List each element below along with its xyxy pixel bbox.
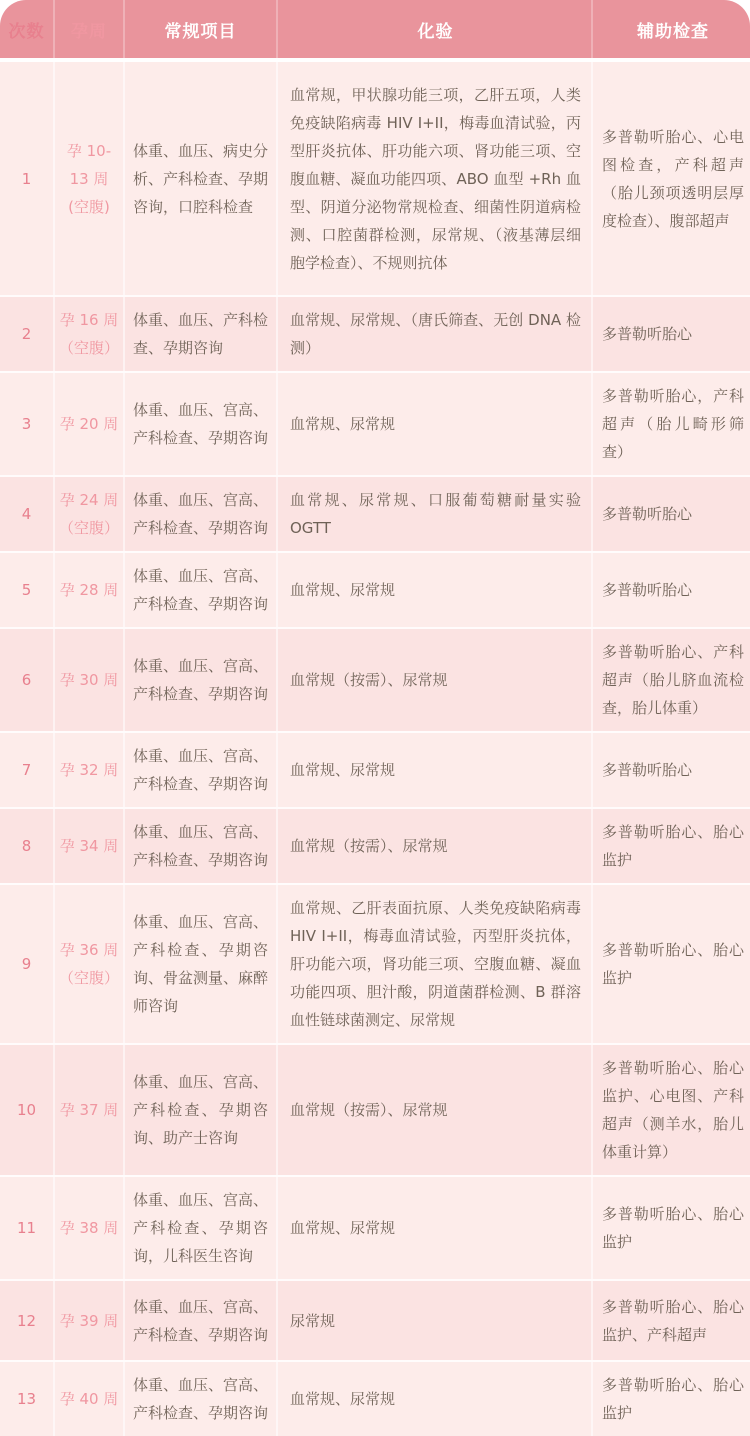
- cell-visit-count: [0, 297, 55, 371]
- lab-tests-text: 血常规、尿常规: [290, 761, 396, 779]
- routine-items-text: 体重、血压、宫高、产科检查、孕期咨询，儿科医生咨询: [133, 1191, 269, 1265]
- gestation-week-text: 孕 37 周: [59, 1101, 119, 1119]
- auxiliary-exams-text: 多普勒听胎心、胎心监护: [602, 1205, 744, 1251]
- cell-visit-count: [0, 62, 55, 295]
- table-row: [0, 1175, 750, 1279]
- gestation-week-text: 孕 34 周: [59, 837, 119, 855]
- lab-tests-text: 血常规、尿常规: [290, 1390, 396, 1408]
- cell-auxiliary-exams: [593, 553, 750, 627]
- lab-tests-text: 血常规、尿常规、口服葡萄糖耐量实验 OGTT: [290, 491, 581, 537]
- auxiliary-exams-text: 多普勒听胎心、胎心监护、产科超声: [602, 1297, 744, 1344]
- auxiliary-exams-text: 多普勒听胎心: [602, 325, 693, 343]
- cell-routine-items: [125, 553, 278, 627]
- table-row: [0, 627, 750, 731]
- cell-lab-tests: [278, 1362, 593, 1436]
- cell-lab-tests: [278, 733, 593, 807]
- visit-count-text: 3: [21, 415, 32, 433]
- table-row: [0, 295, 750, 371]
- cell-auxiliary-exams: [593, 809, 750, 883]
- lab-tests-text: 尿常规: [290, 1311, 336, 1330]
- gestation-week-text: 孕 40 周: [59, 1390, 119, 1408]
- cell-routine-items: [125, 477, 278, 551]
- cell-lab-tests: [278, 885, 593, 1043]
- visit-count-text: 8: [21, 837, 32, 855]
- cell-auxiliary-exams: [593, 733, 750, 807]
- visit-count-text: 1: [21, 169, 32, 188]
- table-header-row: [0, 0, 750, 58]
- cell-gestation-week: [55, 629, 125, 731]
- cell-gestation-week: [55, 553, 125, 627]
- gestation-week-text: 孕 32 周: [59, 761, 119, 779]
- cell-lab-tests: [278, 1045, 593, 1175]
- cell-auxiliary-exams: [593, 373, 750, 475]
- gestation-week-text: 孕 39 周: [59, 1311, 119, 1330]
- cell-lab-tests: [278, 1281, 593, 1360]
- table-row: [0, 551, 750, 627]
- cell-routine-items: [125, 733, 278, 807]
- cell-gestation-week: [55, 373, 125, 475]
- visit-count-text: 5: [21, 581, 32, 599]
- cell-auxiliary-exams: [593, 885, 750, 1043]
- cell-visit-count: [0, 885, 55, 1043]
- cell-routine-items: [125, 629, 278, 731]
- table-row: [0, 62, 750, 295]
- table-row: [0, 731, 750, 807]
- auxiliary-exams-text: 多普勒听胎心、胎心监护: [602, 823, 744, 869]
- cell-visit-count: [0, 1362, 55, 1436]
- cell-visit-count: [0, 629, 55, 731]
- cell-routine-items: [125, 885, 278, 1043]
- routine-items-text: 体重、血压、宫高、产科检查、孕期咨询: [133, 401, 269, 447]
- cell-gestation-week: [55, 477, 125, 551]
- auxiliary-exams-text: 多普勒听胎心、胎心监护: [602, 1376, 744, 1422]
- table-row: [0, 371, 750, 475]
- cell-gestation-week: [55, 885, 125, 1043]
- visit-count-text: 7: [21, 761, 32, 779]
- cell-gestation-week: [55, 1362, 125, 1436]
- visit-count-text: 12: [16, 1311, 37, 1330]
- table-row: [0, 883, 750, 1043]
- cell-lab-tests: [278, 297, 593, 371]
- cell-gestation-week: [55, 733, 125, 807]
- routine-items-text: 体重、血压、宫高、产科检查、孕期咨询: [133, 1376, 269, 1422]
- cell-gestation-week: [55, 1045, 125, 1175]
- cell-visit-count: [0, 1281, 55, 1360]
- auxiliary-exams-text: 多普勒听胎心，产科超声（胎儿畸形筛查）: [602, 387, 744, 461]
- visit-count-text: 11: [16, 1219, 37, 1237]
- lab-tests-text: 血常规、尿常规: [290, 1219, 396, 1237]
- auxiliary-exams-text: 多普勒听胎心、胎心监护、心电图、产科超声（测羊水，胎儿体重计算）: [602, 1059, 744, 1161]
- cell-auxiliary-exams: [593, 477, 750, 551]
- cell-routine-items: [125, 62, 278, 295]
- visit-count-text: 4: [21, 505, 32, 523]
- table-row: [0, 1279, 750, 1360]
- table-row: [0, 475, 750, 551]
- auxiliary-exams-text: 多普勒听胎心: [602, 505, 693, 523]
- table-row: [0, 1043, 750, 1175]
- routine-items-text: 体重、血压、宫高、产科检查、孕期咨询: [133, 1297, 269, 1344]
- cell-lab-tests: [278, 629, 593, 731]
- visit-count-text: 2: [21, 325, 32, 343]
- lab-tests-text: 血常规、乙肝表面抗原、人类免疫缺陷病毒 HIV I+II，梅毒血清试验，丙型肝炎抗体，肝功能六项，肾功能三项、空腹血糖、凝血功能四项、胆汁酸，阴道菌群检测、B 群溶血性链球菌测定、尿常规: [290, 899, 581, 1029]
- routine-items-text: 体重、血压、宫高、产科检查、孕期咨询: [133, 657, 269, 703]
- table-row: [0, 1360, 750, 1436]
- lab-tests-text: 血常规、尿常规: [290, 581, 396, 599]
- gestation-week-text: 孕 38 周: [59, 1219, 119, 1237]
- auxiliary-exams-text: 多普勒听胎心、产科超声（胎儿脐血流检查，胎儿体重）: [602, 643, 744, 717]
- column-header-visit-count: 次数: [0, 0, 55, 58]
- visit-count-text: 10: [16, 1101, 37, 1119]
- cell-auxiliary-exams: [593, 1281, 750, 1360]
- routine-items-text: 体重、血压、病史分析、产科检查、孕期咨询，口腔科检查: [133, 141, 269, 216]
- column-header-lab-tests: 化验: [278, 0, 593, 58]
- cell-visit-count: [0, 733, 55, 807]
- cell-routine-items: [125, 297, 278, 371]
- gestation-week-text: 孕 30 周: [59, 671, 119, 689]
- cell-auxiliary-exams: [593, 1045, 750, 1175]
- cell-auxiliary-exams: [593, 1362, 750, 1436]
- cell-visit-count: [0, 373, 55, 475]
- cell-visit-count: [0, 477, 55, 551]
- gestation-week-text: 孕 24 周（空腹）: [58, 491, 119, 537]
- cell-auxiliary-exams: [593, 297, 750, 371]
- gestation-week-text: 孕 36 周（空腹）: [58, 941, 119, 987]
- column-header-auxiliary-exams: 辅助检查: [637, 21, 709, 42]
- lab-tests-text: 血常规（按需）、尿常规: [290, 837, 448, 855]
- cell-gestation-week: [55, 1281, 125, 1360]
- cell-gestation-week: [55, 809, 125, 883]
- cell-lab-tests: [278, 809, 593, 883]
- column-header-routine-items: 常规项目: [125, 0, 278, 58]
- routine-items-text: 体重、血压、宫高、产科检查、孕期咨询、助产士咨询: [133, 1073, 269, 1147]
- routine-items-text: 体重、血压、宫高、产科检查、孕期咨询: [133, 747, 269, 793]
- visit-count-text: 6: [21, 671, 32, 689]
- lab-tests-text: 血常规、尿常规: [290, 415, 396, 433]
- lab-tests-text: 血常规（按需）、尿常规: [290, 671, 448, 689]
- routine-items-text: 体重、血压、宫高、产科检查、孕期咨询: [133, 567, 269, 613]
- gestation-week-text: 孕 16 周（空腹）: [58, 311, 119, 357]
- cell-gestation-week: [55, 297, 125, 371]
- cell-lab-tests: [278, 553, 593, 627]
- cell-lab-tests: [278, 62, 593, 295]
- gestation-week-text: 孕 20 周: [59, 415, 119, 433]
- routine-items-text: 体重、血压、宫高、产科检查、孕期咨询、骨盆测量、麻醉师咨询: [133, 913, 269, 1015]
- auxiliary-exams-text: 多普勒听胎心: [602, 761, 693, 779]
- cell-lab-tests: [278, 477, 593, 551]
- cell-visit-count: [0, 553, 55, 627]
- lab-tests-text: 血常规（按需）、尿常规: [290, 1101, 448, 1119]
- table-body: [0, 62, 750, 1436]
- lab-tests-text: 血常规、尿常规、（唐氏筛查、无创 DNA 检测）: [290, 311, 581, 357]
- cell-auxiliary-exams: [593, 62, 750, 295]
- cell-routine-items: [125, 809, 278, 883]
- visit-count-text: 13: [16, 1390, 37, 1408]
- auxiliary-exams-text: 多普勒听胎心: [602, 581, 693, 599]
- routine-items-text: 体重、血压、宫高、产科检查、孕期咨询: [133, 491, 269, 537]
- cell-lab-tests: [278, 373, 593, 475]
- gestation-week-text: 孕 10-13 周 (空腹): [66, 141, 112, 216]
- cell-gestation-week: [55, 62, 125, 295]
- gestation-week-text: 孕 28 周: [59, 581, 119, 599]
- lab-tests-text: 血常规，甲状腺功能三项，乙肝五项，人类免疫缺陷病毒 HIV I+II，梅毒血清试验，丙型肝炎抗体、肝功能六项、肾功能三项、空腹血糖、凝血功能四项、ABO 血型 +Rh 血型、阴道分泌物常规检查、细菌性阴道病检测、口腔菌群检测，尿常规、（液基薄层细胞学检查）、不规则抗体: [290, 85, 581, 272]
- visit-count-text: 9: [21, 955, 32, 973]
- cell-routine-items: [125, 373, 278, 475]
- cell-routine-items: [125, 1281, 278, 1360]
- auxiliary-exams-text: 多普勒听胎心、胎心监护: [602, 941, 744, 987]
- cell-routine-items: [125, 1362, 278, 1436]
- cell-visit-count: [0, 809, 55, 883]
- cell-visit-count: [0, 1045, 55, 1175]
- column-header-gestation-week: 孕周: [55, 0, 125, 58]
- auxiliary-exams-text: 多普勒听胎心、心电图检查，产科超声（胎儿颈项透明层厚度检查）、腹部超声: [602, 127, 744, 230]
- cell-auxiliary-exams: [593, 629, 750, 731]
- cell-routine-items: [125, 1045, 278, 1175]
- routine-items-text: 体重、血压、产科检查、孕期咨询: [133, 311, 269, 357]
- routine-items-text: 体重、血压、宫高、产科检查、孕期咨询: [133, 823, 269, 869]
- table-row: [0, 807, 750, 883]
